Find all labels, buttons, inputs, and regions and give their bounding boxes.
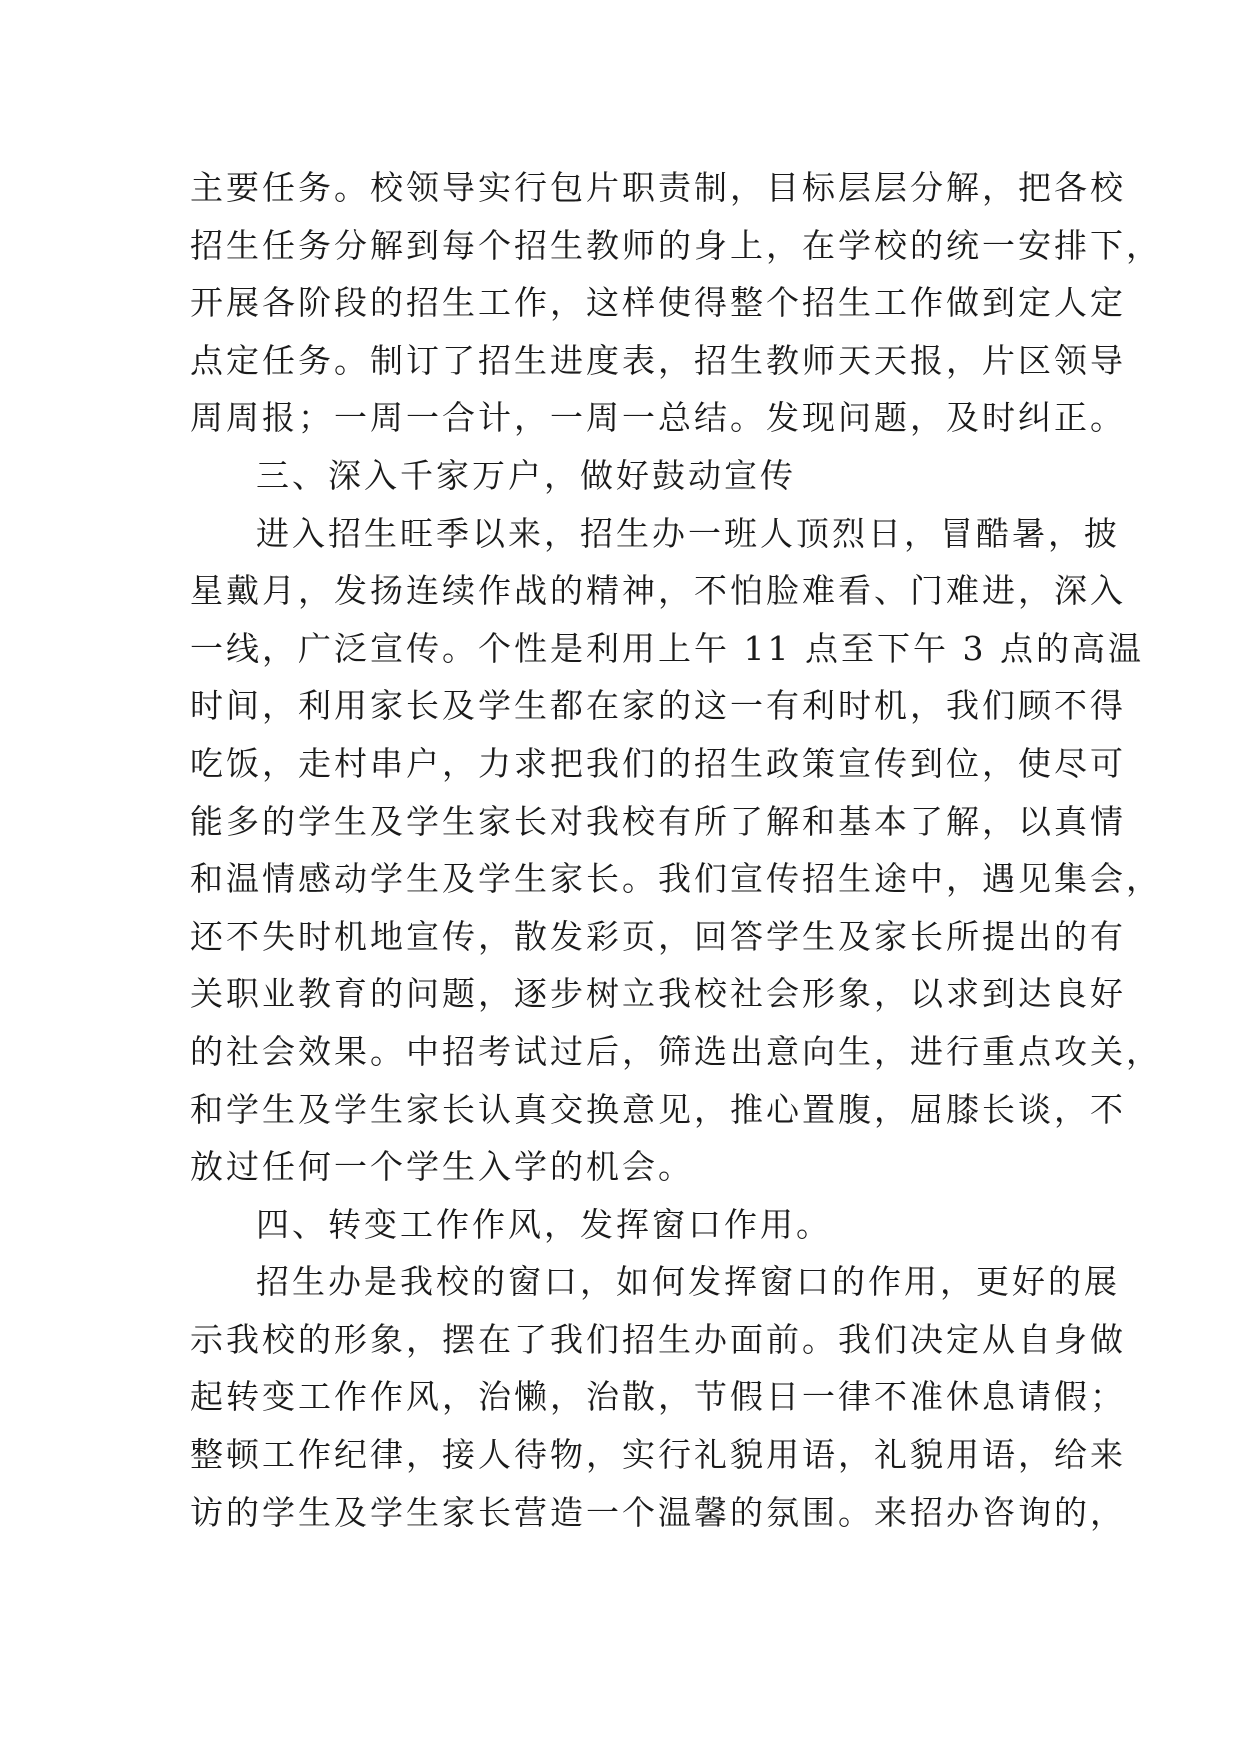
text-line: 一线，广泛宣传。个性是利用上午 11 点至下午 3 点的高温 (190, 628, 1144, 668)
text-line: 访的学生及学生家长营造一个温馨的氛围。来招办咨询的， (190, 1492, 1126, 1532)
text-line: 和温情感动学生及学生家长。我们宣传招生途中，遇见集会， (190, 859, 1162, 899)
text-line: 星戴月，发扬连续作战的精神，不怕脸难看、门难进，深入 (190, 571, 1126, 611)
text-line: 和学生及学生家长认真交换意见，推心置腹，屈膝长谈，不 (190, 1089, 1126, 1129)
text-line: 开展各阶段的招生工作，这样使得整个招生工作做到定人定 (190, 283, 1126, 323)
text-line: 关职业教育的问题，逐步树立我校社会形象，以求到达良好 (190, 974, 1126, 1014)
section-heading: 三、深入千家万户，做好鼓动宣传 (256, 455, 796, 495)
text-line: 整顿工作纪律，接人待物，实行礼貌用语，礼貌用语，给来 (190, 1435, 1126, 1475)
text-line: 还不失时机地宣传，散发彩页，回答学生及家长所提出的有 (190, 916, 1126, 956)
body-text (190, 159, 1162, 1541)
text-line: 吃饭，走村串户，力求把我们的招生政策宣传到位，使尽可 (190, 743, 1126, 783)
text-line: 放过任何一个学生入学的机会。 (190, 1147, 694, 1187)
text-line: 招生任务分解到每个招生教师的身上，在学校的统一安排下， (190, 225, 1162, 265)
text-line: 周周报；一周一合计，一周一总结。发现问题，及时纠正。 (190, 398, 1126, 438)
text-line: 能多的学生及学生家长对我校有所了解和基本了解，以真情 (190, 801, 1126, 841)
text-line: 点定任务。制订了招生进度表，招生教师天天报，片区领导 (190, 340, 1126, 380)
paragraph-start-line: 进入招生旺季以来，招生办一班人顶烈日，冒酷暑，披 (256, 513, 1120, 553)
text-line: 起转变工作作风，治懒，治散，节假日一律不准休息请假； (190, 1377, 1126, 1417)
text-line: 示我校的形象，摆在了我们招生办面前。我们决定从自身做 (190, 1319, 1126, 1359)
text-line: 主要任务。校领导实行包片职责制，目标层层分解，把各校 (190, 168, 1126, 207)
text-line: 的社会效果。中招考试过后，筛选出意向生，进行重点攻关， (190, 1031, 1162, 1071)
paragraph-start-line: 招生办是我校的窗口，如何发挥窗口的作用，更好的展 (256, 1262, 1120, 1302)
text-line: 时间，利用家长及学生都在家的这一有利时机，我们顾不得 (190, 686, 1126, 726)
section-heading: 四、转变工作作风，发挥窗口作用。 (256, 1204, 832, 1244)
